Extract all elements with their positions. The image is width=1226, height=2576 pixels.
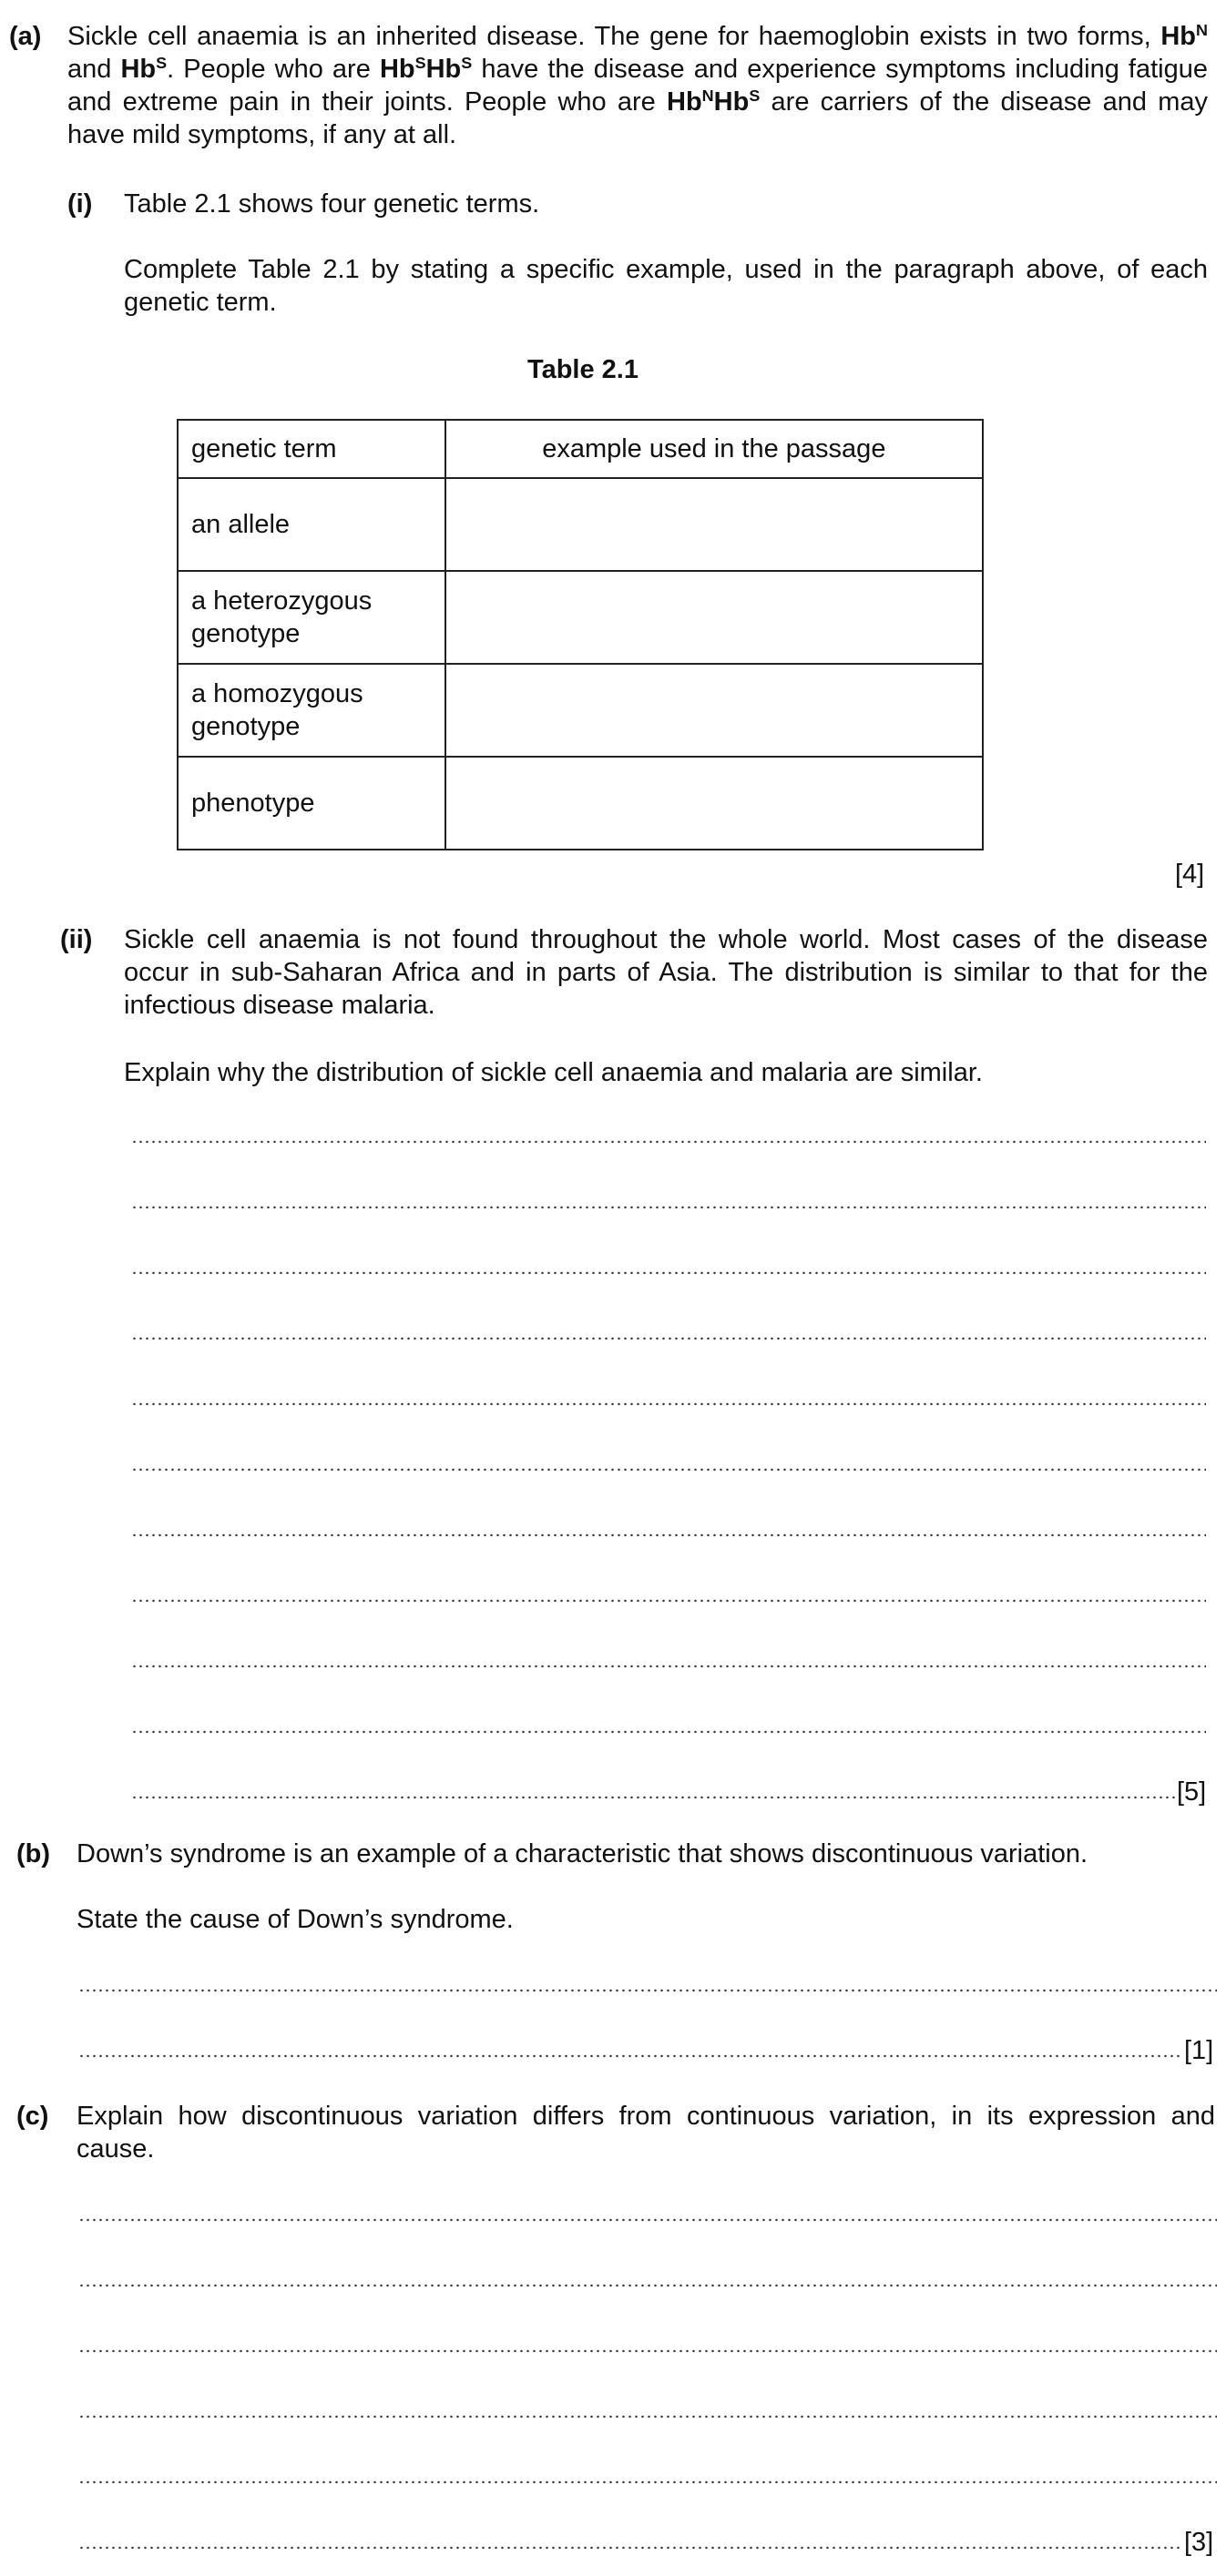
answer-line[interactable] bbox=[78, 2415, 1217, 2418]
answer-line[interactable] bbox=[131, 1206, 1206, 1209]
genetic-terms-table bbox=[177, 419, 984, 850]
table-row bbox=[178, 571, 983, 664]
allele-hbn: $Hb^N$ bbox=[1160, 21, 1208, 51]
part-c-label: (c) bbox=[16, 2102, 49, 2131]
answer-line[interactable] bbox=[78, 2284, 1217, 2287]
allele-hbs: $Hb^S$ bbox=[120, 54, 168, 84]
table-row bbox=[178, 664, 983, 757]
answer-line[interactable] bbox=[78, 1989, 1217, 1992]
answer-line[interactable] bbox=[131, 1402, 1206, 1406]
table-row bbox=[178, 757, 983, 850]
part-b-label: (b) bbox=[16, 1839, 51, 1868]
part-c-marks: [3] bbox=[1184, 2528, 1214, 2557]
answer-line[interactable] bbox=[131, 1730, 1206, 1734]
answer-line[interactable] bbox=[131, 1533, 1206, 1537]
part-a-label: (a) bbox=[9, 22, 42, 51]
part-b-marks: [1] bbox=[1184, 2036, 1214, 2065]
intro-text-1: Sickle cell anaemia is an inherited disease. The gene for haemoglobin exists in two forms, bbox=[67, 22, 1161, 51]
answer-cell-phenotype[interactable] bbox=[445, 757, 983, 850]
sub-i-marks: [4] bbox=[1175, 860, 1205, 889]
sub-ii-para: Sickle cell anaemia is not found throughout the whole world. Most cases of the disease occur in sub-Saharan Africa and in parts of Asia. The distribution is similar to that for the infectious disease malaria. bbox=[124, 925, 1208, 1020]
term-cell: an allele bbox=[178, 478, 445, 571]
answer-line[interactable] bbox=[78, 2546, 1180, 2550]
answer-cell-homozygous[interactable] bbox=[445, 664, 983, 757]
term-cell: phenotype bbox=[178, 757, 445, 850]
answer-cell-allele[interactable] bbox=[445, 478, 983, 571]
table-row bbox=[178, 478, 983, 571]
sub-ii-marks: [5] bbox=[1177, 1777, 1207, 1807]
part-b-line2: State the cause of Down’s syndrome. bbox=[77, 1905, 514, 1934]
answer-line[interactable] bbox=[131, 1796, 1177, 1799]
answer-line[interactable] bbox=[78, 2218, 1217, 2222]
genotype-hbn-hbs: $Hb^NHb^S$ bbox=[667, 87, 761, 117]
term-cell: a homozygous genotype bbox=[178, 664, 445, 757]
answer-line[interactable] bbox=[78, 2480, 1217, 2484]
sub-ii-question: Explain why the distribution of sickle cell anaemia and malaria are similar. bbox=[124, 1058, 983, 1087]
sub-i-label: (i) bbox=[67, 189, 93, 219]
sub-ii-label: (ii) bbox=[60, 925, 93, 954]
header-genetic-term: genetic term bbox=[178, 420, 445, 478]
answer-cell-heterozygous[interactable] bbox=[445, 571, 983, 664]
part-a-intro: Sickle cell anaemia is an inherited disease. The gene for haemoglobin exists in two forms, $Hb^N$ and $Hb^S$. People who are $Hb^SHb^S$ have the disease and experience symptoms including fatigue and extreme pain in their joints. People who are $Hb^NHb^S$ are carriers of the disease and may have mild symptoms, if any at all. bbox=[67, 21, 1208, 149]
answer-line[interactable] bbox=[131, 1271, 1206, 1275]
answer-line[interactable] bbox=[78, 2349, 1217, 2353]
term-cell: a heterozygous genotype bbox=[178, 571, 445, 664]
sub-i-line1: Table 2.1 shows four genetic terms. bbox=[124, 189, 540, 219]
table-title: Table 2.1 bbox=[527, 355, 639, 384]
answer-line[interactable] bbox=[78, 2054, 1180, 2058]
table-header-row bbox=[178, 420, 983, 478]
sub-i-line2: Complete Table 2.1 by stating a specific example, used in the paragraph above, of each genetic term. bbox=[124, 255, 1208, 317]
header-example: example used in the passage bbox=[445, 420, 983, 478]
answer-line[interactable] bbox=[131, 1599, 1206, 1603]
part-b-line1: Down’s syndrome is an example of a characteristic that shows discontinuous variation. bbox=[77, 1839, 1088, 1868]
answer-line[interactable] bbox=[131, 1140, 1206, 1144]
genotype-hbs-hbs: $Hb^SHb^S$ bbox=[379, 54, 473, 84]
answer-line[interactable] bbox=[131, 1337, 1206, 1340]
answer-line[interactable] bbox=[131, 1468, 1206, 1471]
answer-line[interactable] bbox=[131, 1665, 1206, 1668]
part-c-question: Explain how discontinuous variation differs from continuous variation, in its expression and cause. bbox=[77, 2102, 1215, 2164]
